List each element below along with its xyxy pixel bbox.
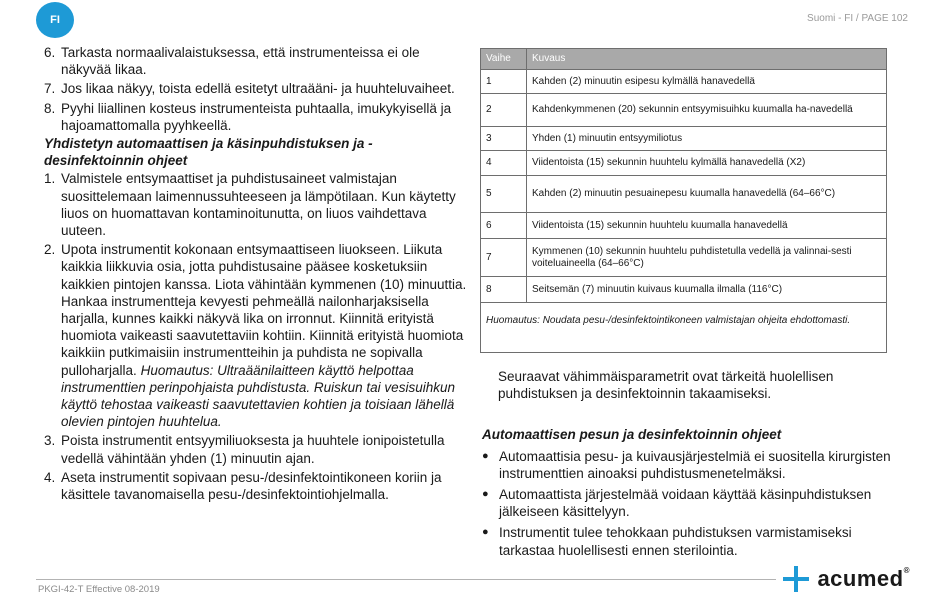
description-cell: Yhden (1) minuutin entsyymiliotus xyxy=(527,127,887,151)
table-row xyxy=(481,70,887,94)
cleaning-steps-table xyxy=(480,48,887,353)
step-cell: 1 xyxy=(481,70,527,94)
section-heading: Yhdistetyn automaattisen ja käsinpuhdistuksen ja -desinfektoinnin ohjeet xyxy=(44,136,373,169)
acumed-logo xyxy=(783,566,910,592)
bullet-item xyxy=(482,486,892,520)
description-cell: Viidentoista (15) sekunnin huuhtelu kuumalla hanavedellä xyxy=(527,213,887,239)
bullet-text: Instrumentit tulee tehokkaan puhdistuksen varmistamiseksi tarkastaa huolellisesti ennen sterilointia. xyxy=(499,525,852,558)
item-text: Valmistele entsymaattiset ja puhdistusaineet valmistajan suosittelemaan laimennussuhteeseen ja lämpötilaan. Kun käytetty liuos on huomattavan kontaminoitunutta, on liuos vaihdettava uuteen. xyxy=(61,171,456,239)
list-item xyxy=(44,432,472,466)
table-row xyxy=(481,94,887,127)
bullet-icon: ● xyxy=(482,526,489,539)
item-number: 3. xyxy=(44,433,56,449)
item-number: 1. xyxy=(44,171,56,187)
description-cell: Kymmenen (10) sekunnin huuhtelu puhdistetulla vedellä ja valinnai-sesti voiteluaineella (64–66°C) xyxy=(527,239,887,277)
step-cell: 8 xyxy=(481,277,527,303)
bullet-icon: ● xyxy=(482,449,489,462)
right-column xyxy=(482,368,892,563)
item-number: 4. xyxy=(44,469,56,485)
list-item xyxy=(44,241,472,430)
item-text: Poista instrumentit entsyymiliuoksesta ja huuhtele ionipoistetulla vedellä vähintään yhden (1) minuutin ajan. xyxy=(61,433,445,466)
table-row xyxy=(481,151,887,176)
page-label: Suomi - FI / PAGE 102 xyxy=(807,13,908,24)
bullet-icon: ● xyxy=(482,488,489,501)
item-number: 6. xyxy=(44,45,56,60)
table-row xyxy=(481,176,887,213)
item-number: 2. xyxy=(44,242,56,258)
item-note: Huomautus: Ultraäänilaitteen käyttö helpottaa instrumenttien perinpohjaista puhdistusta. Ruiskun tai vesisuihkun käyttö tehostaa vaikeasti saavutettavien kohtien ja toisiaan lähellä olevien pintojen huuhtelua. xyxy=(61,362,455,430)
language-badge xyxy=(36,2,74,38)
logo-wordmark xyxy=(817,566,910,592)
registered-mark: ® xyxy=(903,566,910,575)
item-text: Jos likaa näkyy, toista edellä esitetyt ultraääni- ja huuhteluvaiheet. xyxy=(61,81,455,97)
list-item xyxy=(44,80,472,97)
step-cell: 4 xyxy=(481,151,527,176)
list-item xyxy=(44,170,472,239)
table-row xyxy=(481,213,887,239)
bullet-text: Automaattisia pesu- ja kuivausjärjestelmiä ei suositella kirurgisten instrumenttien ainoaksi puhdistusmenetelmäksi. xyxy=(499,448,891,481)
section-heading: Automaattisen pesun ja desinfektoinnin ohjeet xyxy=(482,427,782,443)
list-item xyxy=(44,100,472,134)
list-item xyxy=(44,469,472,503)
list-item xyxy=(44,44,472,78)
table-note: Huomautus: Noudata pesu-/desinfektointikoneen valmistajan ohjeita ehdottomasti. xyxy=(480,303,887,353)
description-cell: Viidentoista (15) sekunnin huuhtelu kylmällä hanavedellä (X2) xyxy=(527,151,887,176)
step-cell: 3 xyxy=(481,127,527,151)
step-cell: 5 xyxy=(481,176,527,213)
item-text: Pyyhi liiallinen kosteus instrumenteista puhtaalla, imukykyisellä ja hajoamattomalla pyyhkeellä. xyxy=(61,100,452,133)
item-text xyxy=(61,241,472,430)
item-body: Upota instrumentit kokonaan entsymaattiseen liuokseen. Liikuta kaikkia liikkuvia osia, jotta puhdistusaine pääsee kosketuksiin kaikkien pintojen kanssa. Liota vähintään kymmenen (10) minuuttia. Hankaa instrumentteja kevyesti pehmeällä nailonharjaksisella harjalla, kunnes kaikki näkyvä lika on irronnut. Kiinnitä erityistä huomiota vaikeasti saavutettaviin kohtiin. Kiinnitä erityistä huomiota kaikkiin putkimaisiin instrumentteihin ja puhdista ne sopivalla pulloharjalla. xyxy=(61,242,467,378)
item-number: 8. xyxy=(44,100,56,116)
language-badge-label: FI xyxy=(50,14,60,26)
bullet-text: Automaattista järjestelmää voidaan käyttää käsinpuhdistuksen jälkeiseen käsittelyyn. xyxy=(499,487,872,520)
description-cell: Kahden (2) minuutin pesuainepesu kuumalla hanavedellä (64–66°C) xyxy=(527,176,887,213)
column-header-step: Vaihe xyxy=(481,49,527,70)
left-column xyxy=(44,44,472,503)
bullet-item xyxy=(482,448,892,482)
table-row xyxy=(481,239,887,277)
logo-text: acumed xyxy=(817,566,904,591)
table-header-row xyxy=(481,49,887,70)
footer-divider xyxy=(36,579,776,580)
plus-icon xyxy=(783,566,809,592)
table-row xyxy=(481,277,887,303)
footer-doc-id: PKGI-42-T Effective 08-2019 xyxy=(38,584,160,595)
table-row xyxy=(481,127,887,151)
description-cell: Seitsemän (7) minuutin kuivaus kuumalla ilmalla (116°C) xyxy=(527,277,887,303)
step-cell: 6 xyxy=(481,213,527,239)
description-cell: Kahdenkymmenen (20) sekunnin entsyymisuihku kuumalla ha-navedellä xyxy=(527,94,887,127)
column-header-description: Kuvaus xyxy=(527,49,887,70)
description-cell: Kahden (2) minuutin esipesu kylmällä hanavedellä xyxy=(527,70,887,94)
item-number: 7. xyxy=(44,81,56,97)
step-cell: 7 xyxy=(481,239,527,277)
item-text: Aseta instrumentit sopivaan pesu-/desinfektointikoneen koriin ja käsittele tavanomaisella pesu-/desinfektointiohjelmalla. xyxy=(61,469,442,503)
step-cell: 2 xyxy=(481,94,527,127)
intro-paragraph: Seuraavat vähimmäisparametrit ovat tärkeitä huolellisen puhdistuksen ja desinfektoinnin takaamiseksi. xyxy=(498,369,834,402)
bullet-item xyxy=(482,524,892,558)
item-text: Tarkasta normaalivalaistuksessa, että instrumenteissa ei ole näkyvää likaa. xyxy=(61,45,420,78)
